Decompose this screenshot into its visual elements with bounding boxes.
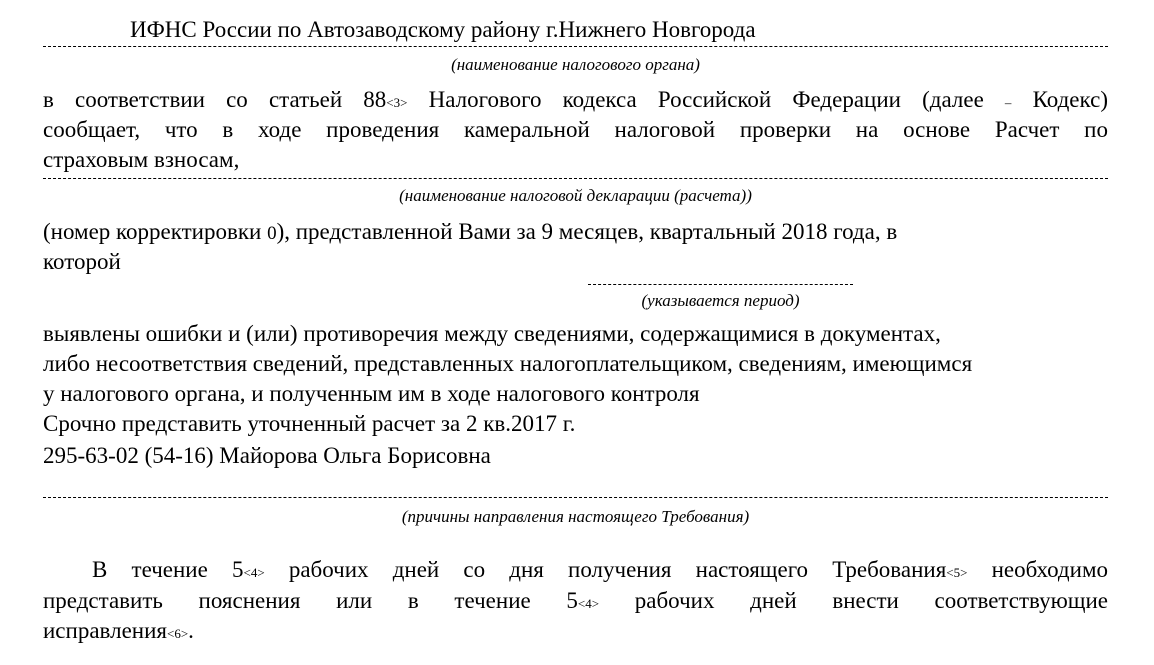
correction-line-1: (номер корректировки 0), представленной Вами за 9 месяцев, квартальный 2018 года, в — [43, 219, 898, 244]
intro-line-1: в соответствии со статьей 88<3> Налогового кодекса Российской Федерации (далее – Кодекс) — [43, 87, 1108, 112]
intro-line-3: страховым взносам, — [43, 147, 240, 172]
body-line-5: 295-63-02 (54-16) Майорова Ольга Борисовна — [43, 443, 491, 468]
footnote-ref-5: <5> — [946, 565, 968, 580]
final-line-2: представить пояснения или в течение 5<4> рабочих дней внести соответствующие — [43, 588, 1109, 613]
intro-line-2: сообщает, что в ходе проведения камеральной налоговой проверки на основе Расчет по — [43, 117, 1108, 142]
footnote-ref-6: <6> — [166, 626, 189, 641]
correction-number: 0 — [267, 223, 277, 244]
body-line-4: Срочно представить уточненный расчет за 2 кв.2017 г. — [43, 411, 576, 436]
body-line-3: у налогового органа, и полученным им в ходе налогового контроля — [43, 381, 700, 406]
final-line-3: исправления<6>. — [43, 618, 194, 643]
correction-line-2: которой — [43, 249, 121, 274]
body-line-1: выявлены ошибки и (или) противоречия между сведениями, содержащимися в документах, — [43, 321, 941, 346]
tax-organ-name: ИФНС России по Автозаводскому району г.Нижнего Новгорода — [130, 17, 756, 42]
caption-declaration: (наименование налоговой декларации (расчета)) — [399, 186, 752, 205]
final-line-1: В течение 5<4> рабочих дней со дня получения настоящего Требования<5> необходимо — [92, 557, 1108, 582]
dashed-line-reasons — [43, 497, 1108, 498]
caption-reasons: (причины направления настоящего Требования) — [401, 507, 750, 526]
caption-tax-organ: (наименование налогового органа) — [451, 55, 700, 74]
body-line-2: либо несоответствия сведений, представленных налогоплательщиком, сведениям, имеющимся — [43, 351, 973, 376]
footnote-ref-4b: <4> — [577, 596, 600, 611]
footnote-ref-3: <3> — [386, 95, 408, 110]
caption-period: (указывается период) — [641, 291, 800, 310]
dashed-line-organ — [43, 46, 1108, 47]
dashed-line-declaration — [43, 178, 1108, 179]
dashed-line-period — [588, 284, 853, 285]
footnote-ref-4: <4> — [243, 565, 265, 580]
